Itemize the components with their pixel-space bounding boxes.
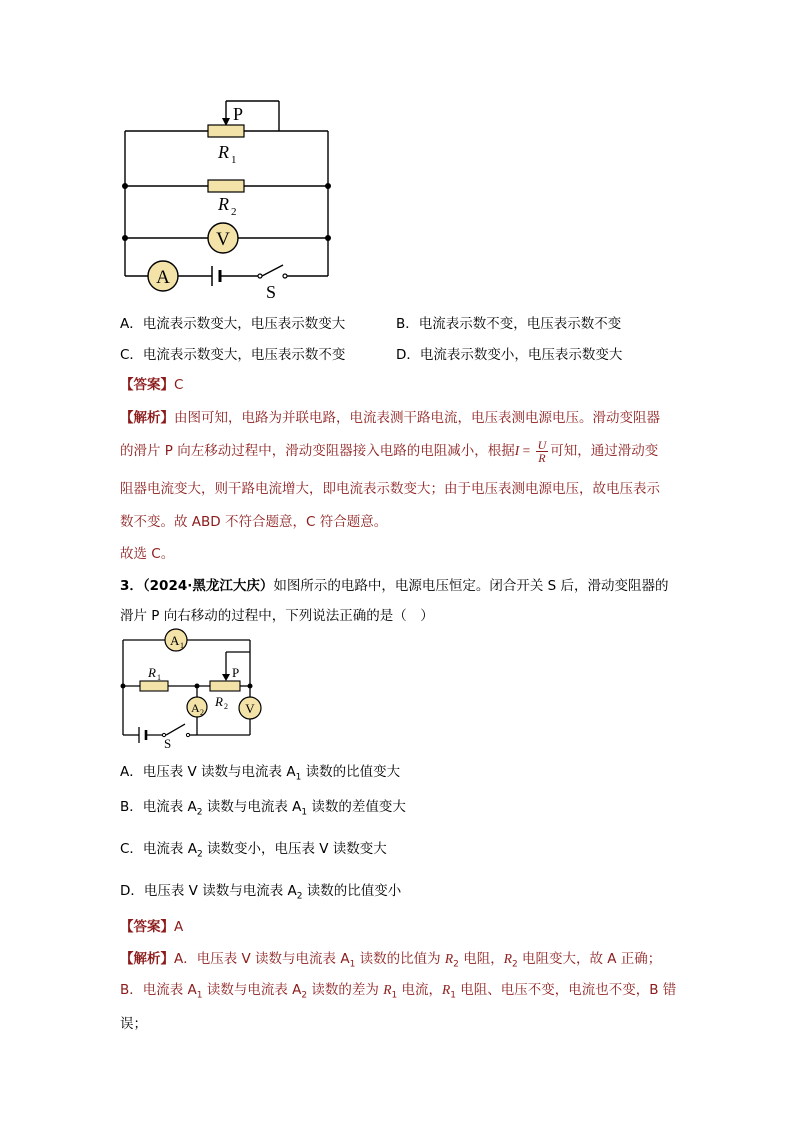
q3-option-b-pre: B．电流表 A <box>120 799 197 815</box>
q2-analysis-line-1 <box>120 406 660 426</box>
q3-source: （2024·黑龙江大庆） <box>142 578 274 594</box>
q2-option-c: C．电流表示数变大，电压表示数不变 <box>120 347 346 363</box>
q2-answer-tag: 【答案】 <box>120 377 174 393</box>
q2-analysis-line-3: 阻器电流变大，则干路电流增大，即电流表示数变大；由于电压表测电源电压，故电压表示 <box>120 481 660 497</box>
q2-analysis-text-2a: 的滑片 P 向左移动过程中，滑动变阻器接入电路的电阻减小，根据 <box>120 443 515 459</box>
q3-analysis-2-sub-2: 2 <box>301 990 308 1001</box>
q3-r1-resistor <box>140 681 168 691</box>
q3-stem-line-2: 滑片 P 向右移动的过程中，下列说法正确的是（ ） <box>120 608 434 624</box>
q3-ammeter-a2-label: A <box>191 701 200 715</box>
q3-label-r1: R <box>148 665 156 680</box>
q3-stem-text-1: 如图所示的电路中，电源电压恒定。闭合开关 S 后，滑动变阻器的 <box>273 578 669 594</box>
q3-analysis-1c: 电阻， <box>458 951 504 967</box>
q2-r2-resistor <box>208 180 244 192</box>
q2-analysis-line-4: 数不变。故 ABD 不符合题意，C 符合题意。 <box>120 514 388 530</box>
q3-analysis-2b: 读数与电流表 A <box>202 982 302 998</box>
q3-option-c-post: 读数变小，电压表 V 读数变大 <box>202 841 387 857</box>
q3-analysis-1-r2-sub: 2 <box>511 959 518 970</box>
q3-ammeter-a2-sub: 2 <box>200 708 204 717</box>
q2-label-r1: R <box>218 142 229 162</box>
q3-analysis-2-r2-sub: 1 <box>450 990 456 1001</box>
q3-analysis-2-r-sub: 1 <box>391 990 398 1001</box>
q3-analysis-2-r2: R <box>441 982 451 997</box>
q2-option-a: A．电流表示数变大，电压表示数变大 <box>120 316 346 332</box>
q3-analysis-1-r2: R <box>503 951 512 966</box>
q2-answer <box>120 373 183 393</box>
q3-analysis-line-1 <box>120 947 661 970</box>
q3-option-a <box>120 760 400 783</box>
q3-label-p: P <box>232 665 240 680</box>
q2-formula-eq: = <box>519 443 534 458</box>
q2-label-p: P <box>233 104 244 124</box>
q3-circuit-diagram <box>0 620 794 755</box>
q3-stem-line-1 <box>120 574 669 594</box>
q2-ammeter-label: A <box>156 267 170 288</box>
q3-analysis-2e: 电阻、电压不变，电流也不变，B 错 <box>455 982 677 998</box>
q3-r2-resistor <box>210 681 240 691</box>
q2-option-b: B．电流表示数不变，电压表示数不变 <box>396 316 622 332</box>
q2-analysis-line-2 <box>120 437 658 465</box>
q3-option-c-sub: 2 <box>196 849 203 860</box>
q3-ammeter-a1-label: A <box>170 633 180 648</box>
q3-analysis-tag: 【解析】 <box>120 951 174 967</box>
q3-option-b-mid: 读数与电流表 A <box>202 799 302 815</box>
q3-option-b <box>120 795 406 818</box>
q3-analysis-2-sub-1: 1 <box>196 990 203 1001</box>
q2-conclusion: 故选 C。 <box>120 546 175 562</box>
q3-label-r2-sub: 2 <box>224 702 228 711</box>
q2-option-d: D．电流表示数变小，电压表示数变大 <box>396 347 623 363</box>
q3-analysis-1a: A．电压表 V 读数与电流表 A <box>174 951 350 967</box>
q2-label-r1-sub: 1 <box>231 154 237 166</box>
q3-analysis-line-2 <box>120 978 676 1001</box>
q2-switch <box>258 274 262 278</box>
q3-option-a-sub: 1 <box>295 772 302 783</box>
q3-analysis-2a: B．电流表 A <box>120 982 197 998</box>
q3-number: 3． <box>120 578 143 594</box>
q3-option-b-sub-2: 1 <box>301 807 308 818</box>
q3-label-s: S <box>164 736 172 751</box>
q3-answer <box>120 915 183 935</box>
q3-answer-value: A <box>174 919 184 935</box>
q3-answer-tag: 【答案】 <box>120 919 174 935</box>
q2-circuit-diagram <box>0 0 794 310</box>
q2-analysis-text-1: 由图可知，电路为并联电路，电流表测干路电流，电压表测电源电压。滑动变阻器 <box>174 410 660 426</box>
q3-analysis-2d: 电流， <box>397 982 442 998</box>
q3-label-r1-sub: 1 <box>157 673 161 682</box>
q2-formula-numerator: U <box>537 437 547 452</box>
q2-analysis-tag: 【解析】 <box>120 410 174 426</box>
q3-label-r2: R <box>215 694 223 709</box>
q3-ammeter-a1-sub: 1 <box>180 641 184 650</box>
q2-formula-fraction <box>536 439 549 464</box>
q3-option-d-post: 读数的比值变小 <box>302 883 402 899</box>
q2-answer-value: C <box>174 377 184 393</box>
q3-analysis-1-r: R <box>444 951 454 966</box>
q3-analysis-1-sub: 1 <box>349 959 356 970</box>
q3-analysis-2c: 读数的差为 <box>307 982 384 998</box>
q2-r1-resistor <box>208 125 244 137</box>
q3-analysis-1b: 读数的比值为 <box>355 951 445 967</box>
q3-option-c-pre: C．电流表 A <box>120 841 197 857</box>
q3-analysis-1-r-sub: 2 <box>453 959 459 970</box>
q3-option-d <box>120 879 401 902</box>
q3-option-c <box>120 837 387 860</box>
q3-option-a-pre: A．电压表 V 读数与电流表 A <box>120 764 296 780</box>
q2-analysis-text-2b: 可知，通过滑动变 <box>550 443 659 459</box>
q3-analysis-1d: 电阻变大，故 A 正确； <box>517 951 662 967</box>
q2-label-r2-sub: 2 <box>231 206 237 218</box>
q3-option-d-pre: D．电压表 V 读数与电流表 A <box>120 883 297 899</box>
q2-label-r2: R <box>218 194 229 214</box>
q3-option-d-sub: 2 <box>296 891 303 902</box>
q3-option-a-post: 读数的比值变大 <box>301 764 401 780</box>
q3-option-b-sub-1: 2 <box>196 807 203 818</box>
q3-analysis-line-3: 误； <box>120 1016 147 1032</box>
q3-option-b-post: 读数的差值变大 <box>307 799 406 815</box>
q3-analysis-2-r: R <box>383 982 392 997</box>
q2-formula-denominator: R <box>538 450 546 465</box>
q3-voltmeter-label: V <box>245 701 255 716</box>
q2-label-s: S <box>266 282 277 302</box>
q2-formula-i: I <box>514 443 520 458</box>
q2-voltmeter-label: V <box>216 229 230 250</box>
